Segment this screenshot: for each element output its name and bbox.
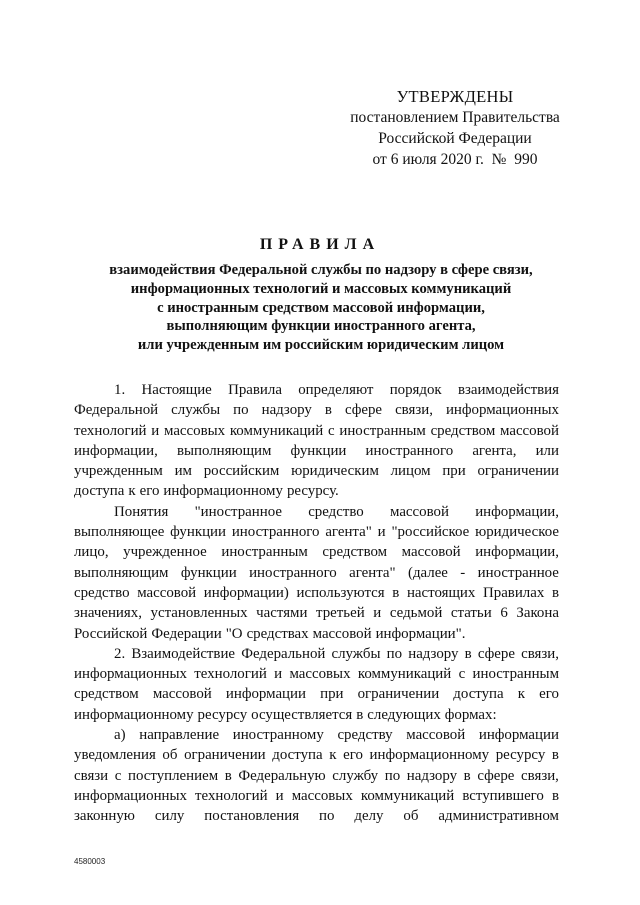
- body-line: информационных технологий и массовых коммуникаций вступившего в: [74, 787, 559, 804]
- body-line: Понятия "иностранное средство массовой информации,: [114, 503, 559, 520]
- subtitle-line: с иностранным средством массовой информации,: [157, 299, 485, 316]
- approval-block: [330, 86, 580, 170]
- subtitle-line: или учрежденным им российским юридическим лицом: [137, 337, 505, 354]
- subtitle-line: информационных технологий и массовых коммуникаций: [130, 280, 512, 297]
- body-line: средством массовой информации при ограничении доступа к его: [74, 686, 559, 703]
- body-line: выполняющим функции иностранного агента" (далее - иностранное: [74, 564, 559, 581]
- body-line: Федеральной службы по надзору в сфере связи, информационных: [74, 402, 559, 419]
- body-line: 2. Взаимодействие Федеральной службы по надзору в сфере связи,: [114, 645, 559, 662]
- approval-header: УТВЕРЖДЕНЫ: [396, 87, 514, 106]
- body-line: информационных технологий и массовых коммуникаций с иностранным: [74, 666, 559, 683]
- body-line: а) направление иностранному средству массовой информации: [114, 727, 559, 744]
- body-line: средство массовой информации) используются в настоящих Правилах в: [74, 584, 559, 601]
- body-line: учрежденным им российским юридическим лицом при ограничении: [74, 463, 559, 480]
- approval-line-2: Российской Федерации: [378, 130, 532, 147]
- body-line: лицо, учрежденное иностранным средством массовой информации,: [74, 544, 559, 561]
- document-title: ПРАВИЛА: [259, 236, 381, 253]
- approval-date-line: [330, 149, 580, 170]
- body-line: значениях, установленных частями третьей и седьмой статьи 6 Закона: [74, 605, 559, 622]
- body-line: связи с поступлением в Федеральную службу по надзору в сфере связи,: [74, 767, 559, 784]
- body-line: уведомления об ограничении доступа к его информационному ресурсу в: [74, 747, 559, 764]
- body-line: информационному ресурсу осуществляется в следующих формах:: [74, 706, 497, 723]
- body-line: 1. Настоящие Правила определяют порядок взаимодействия: [114, 382, 559, 398]
- body-line: технологий и массовых коммуникаций с иностранным средством массовой: [74, 422, 559, 439]
- approval-number: 990: [514, 151, 538, 168]
- subtitle-line: выполняющим функции иностранного агента,: [166, 318, 476, 335]
- body-line: информации, выполняющим функции иностранного агента, или: [74, 442, 559, 459]
- body-line: Российской Федерации "О средствах массовой информации".: [74, 625, 466, 642]
- body-text: [74, 380, 559, 827]
- subtitle-line: взаимодействия Федеральной службы по надзору в сфере связи,: [109, 262, 533, 278]
- footer-code: 4580003: [74, 857, 106, 866]
- approval-date: от 6 июля 2020 г.: [372, 151, 484, 168]
- document-subtitle: [70, 261, 572, 355]
- approval-line-1: постановлением Правительства: [350, 109, 560, 126]
- body-line: доступа к его информационному ресурсу.: [74, 483, 339, 500]
- body-line: выполняющее функции иностранного агента" и "российское юридическое: [74, 524, 559, 541]
- body-line: законную силу постановления по делу об административном: [74, 808, 559, 825]
- approval-number-sign: №: [491, 151, 507, 168]
